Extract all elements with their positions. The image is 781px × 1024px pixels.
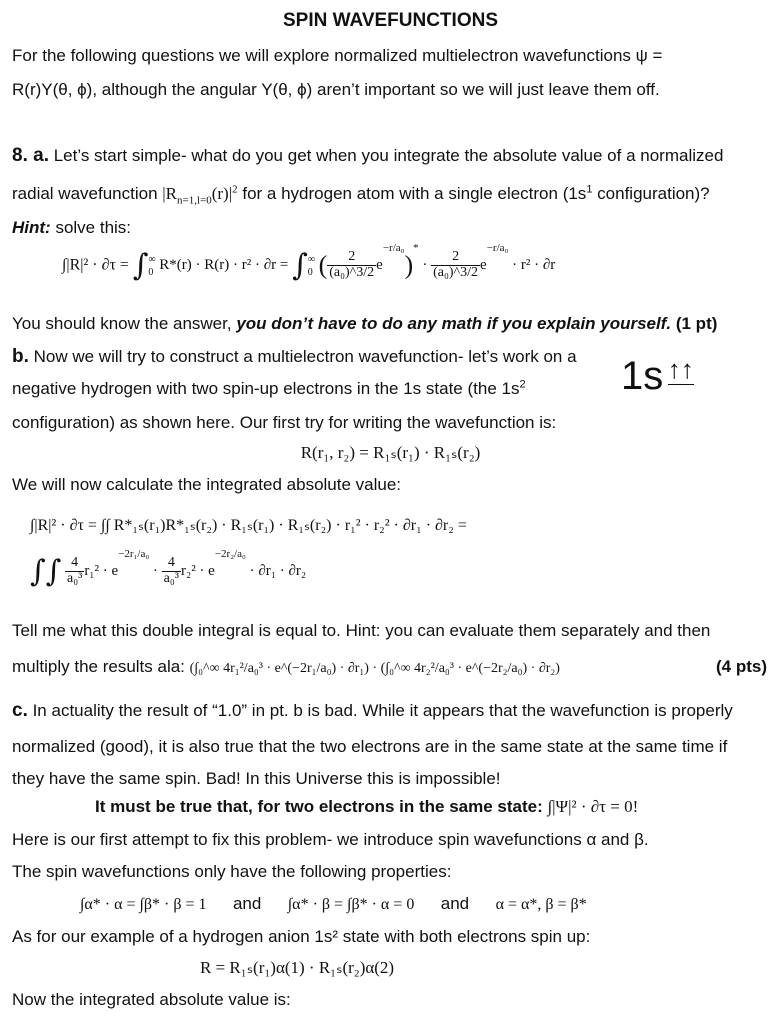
- q8c-line-1: c. In actuality the result of “1.0” in pt. b is bad. While it appears that the wavefunction is properly: [12, 700, 733, 721]
- spin-properties: ∫α* · α = ∫β* · β = 1 and ∫α* · β = ∫β* · α = 0 and α = α*, β = β*: [80, 894, 587, 913]
- q8b-line-4: We will now calculate the integrated absolute value:: [12, 475, 402, 494]
- q8b-line-2: negative hydrogen with two spin-up electrons in the 1s state (the $1s^2$: [12, 378, 526, 398]
- q8c-line-3: they have the same spin. Bad! In this Universe this is impossible!: [12, 769, 501, 788]
- q8b-line-6: multiply the results ala: (∫₀^∞ 4r₁²/a₀³ · e^(−2r₁/a₀) · ∂r₁) · (∫₀^∞ 4r₂²/a₀³ · e^(−2r₂/a₀) · ∂r₂): [12, 657, 560, 676]
- math-r2: (r)|: [211, 184, 233, 203]
- math-r: |R: [162, 184, 178, 203]
- math-sup: 2: [232, 183, 238, 196]
- equation-3: ∫|R|² · ∂τ = ∫∫ R*₁ₛ(r₁)R*₁ₛ(r₂) · R₁ₛ(r₁) · R₁ₛ(r₂) · r₁² · r₂² · ∂r₁ · ∂r₂ =: [30, 517, 467, 534]
- part-b-points: (4 pts): [716, 657, 767, 676]
- eq1-tail: · r² · ∂r: [512, 257, 556, 273]
- hint-label: Hint:: [12, 218, 51, 237]
- equation-5: R = R₁ₛ(r₁)α(1) · R₁ₛ(r₂)α(2): [200, 958, 395, 977]
- eq1-lhs: ∫|R|² · ∂τ =: [62, 256, 129, 274]
- intro-line-1: For the following questions we will explore normalized multielectron wavefunctions ψ =: [12, 46, 663, 65]
- hint-line: [12, 218, 131, 238]
- integral-sign-2: ∫: [292, 248, 308, 283]
- q8a-line-1: [12, 145, 723, 167]
- q8b-line-1: b. Now we will try to construct a multielectron wavefunction- let’s work on a: [12, 346, 577, 367]
- eq1-fraction-2: $\frac{2}{\text{(a₀)\textasciicircum{}3/2}}$: [433, 249, 479, 280]
- q8c-line-4: Here is our first attempt to fix this problem- we introduce spin wavefunctions α and β.: [12, 830, 649, 849]
- eq1-limits: ∞ 0: [148, 253, 156, 278]
- double-integral: ∫∫: [30, 554, 62, 589]
- rule-line: It must be true that, for two electrons in the same state: ∫|Ψ|² · ∂τ = 0!: [95, 797, 639, 816]
- page-title: SPIN WAVEFUNCTIONS: [283, 10, 498, 31]
- eq4-fraction-2: $\frac{4}{\text{a₀³}}$: [163, 555, 179, 586]
- math-sub: n=1,l=0: [177, 194, 212, 207]
- eq4-fraction-1: $\frac{4}{\text{a₀³}}$: [67, 555, 83, 586]
- integral-sign: ∫: [132, 248, 149, 283]
- q8a-text-3: for a hydrogen atom with a single electron (1s: [237, 184, 587, 203]
- q8b-line-5: Tell me what this double integral is equal to. Hint: you can evaluate them separately and then: [12, 621, 711, 640]
- q8b-line-3: configuration) as shown here. Our first try for writing the wavefunction is:: [12, 413, 557, 432]
- eq1-exp: −r/a₀: [382, 242, 405, 254]
- equation-2: R(r₁, r₂) = R₁ₛ(r₁) · R₁ₛ(r₂): [300, 443, 481, 462]
- orbital-label: 1s: [621, 354, 664, 398]
- config-sup: 1: [586, 183, 593, 196]
- equation-4: ∫∫ $\frac{4}{\text{a₀³}}$ $r_1^2 \cdot e^{-2r_1/a_0}$ · $\frac{4}{\text{a₀³}}$ $r_2^2 \cdot e^{-2r_2/a_0} \cdot \partial r_1 \cdot \partial r_2$: [30, 548, 307, 589]
- spin-up-arrows-icon: ↑↑: [667, 354, 694, 384]
- q8a-text-1: Let’s start simple- what do you get when you integrate the absolute value of a normalized: [53, 146, 724, 165]
- hint-text: solve this:: [50, 218, 132, 237]
- eq1-mid: R*(r) · R(r) · r² · ∂r =: [159, 257, 289, 273]
- part-c-label: c.: [12, 700, 28, 721]
- q8c-line-2: normalized (good), it is also true that the two electrons are in the same state at the same time if: [12, 737, 728, 756]
- q8a-text-4: configuration)?: [592, 184, 710, 203]
- q8a-line-2: [12, 183, 710, 207]
- eq1-limits-2: ∞ 0: [307, 253, 315, 278]
- q8c-line-7: Now the integrated absolute value is:: [12, 990, 291, 1009]
- q8c-line-5: The spin wavefunctions only have the following properties:: [12, 862, 452, 881]
- eq1-conj: *: [413, 242, 419, 254]
- eq1-exp-2: −r/a₀: [486, 242, 509, 254]
- q8c-line-6: As for our example of a hydrogen anion 1s² state with both electrons spin up:: [12, 927, 591, 946]
- orbital-diagram: [621, 354, 694, 399]
- q8a-text-2: radial wavefunction: [12, 184, 163, 203]
- question-number: 8. a.: [12, 145, 49, 166]
- eq1-fraction: $\frac{2}{\text{(a₀)\textasciicircum{}3/2}}$: [329, 249, 375, 280]
- part-b-label: b.: [12, 346, 29, 367]
- intro-line-2: R(r)Y(θ, ϕ), although the angular Y(θ, ϕ) aren’t important so we will just leave them off.: [12, 80, 660, 99]
- q8a-explain: You should know the answer, you don’t have to do any math if you explain yourself. (1 pt): [12, 314, 718, 333]
- equation-1: ∫|R|² · ∂τ = ∫ ∞ 0 R*(r) · R(r) · r² · ∂r = ∫ ∞ 0 ( $\frac{2}{\text{(a₀)\textasciicircum{}3/2}}$ $e^{-r/a_0})^*$ · $\frac{2}{\text{(a₀)\textasciicircum{}3/2}}$ $e^{-r/a_0} \cdot r^2 \cdot \partial r$: [62, 242, 556, 283]
